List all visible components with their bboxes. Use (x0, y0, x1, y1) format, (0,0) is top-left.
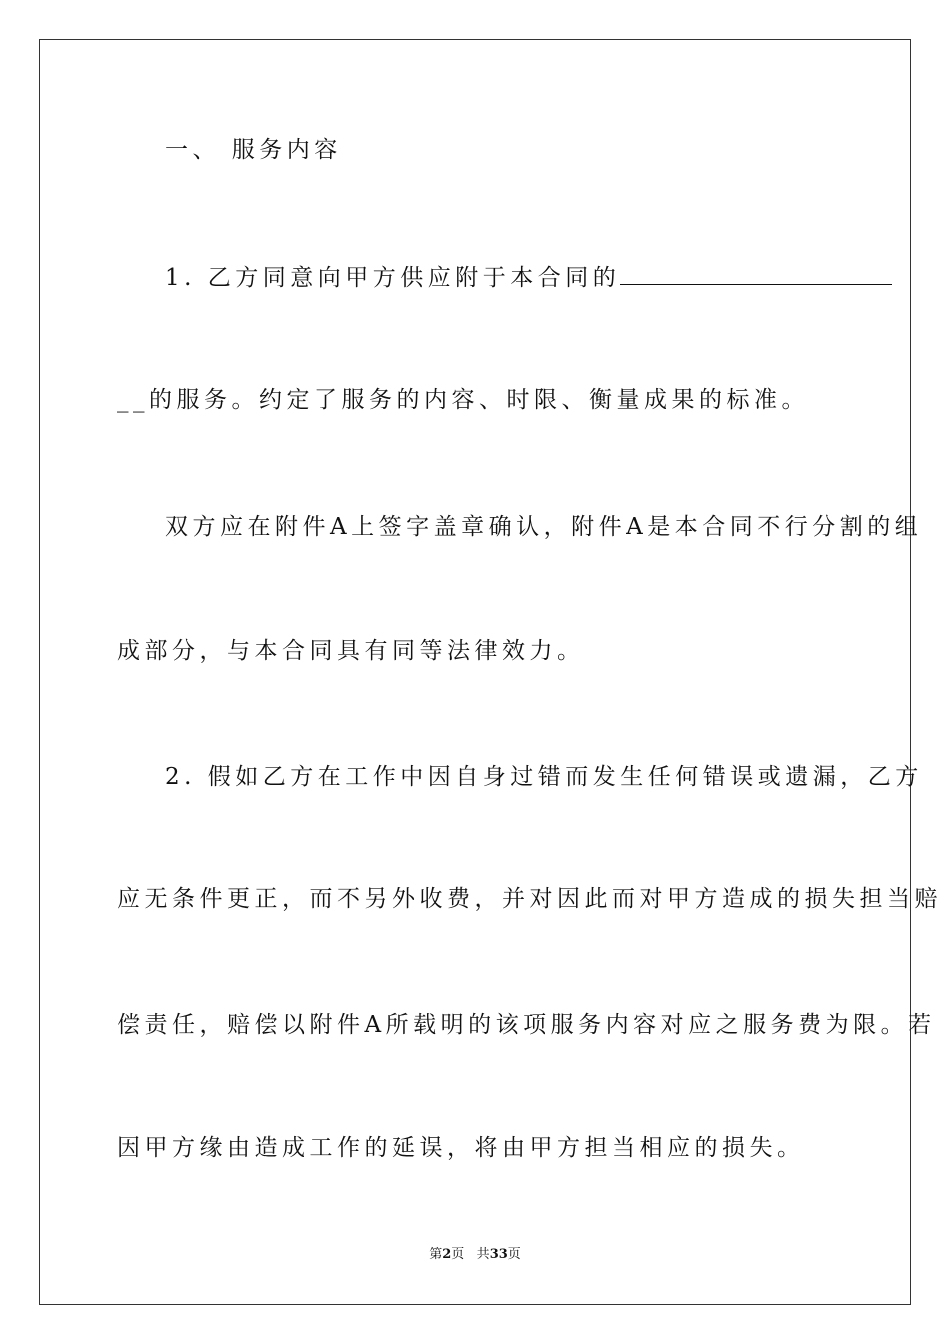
footer-total-suffix: 页 (507, 1247, 521, 1262)
section-heading: 一、 服务内容 (165, 137, 342, 163)
paragraph-3-line-2: 应无条件更正，而不另外收费，并对因此而对甲方造成的损失担当赔 (117, 886, 942, 912)
paragraph-2-line-2: 成部分，与本合同具有同等法律效力。 (117, 638, 585, 664)
footer-page-number: 2 (442, 1247, 452, 1262)
footer-total-prefix: 共 (476, 1247, 490, 1262)
paragraph-1-line-2: __的服务。约定了服务的内容、时限、衡量成果的标准。 (117, 387, 809, 413)
fill-in-blank (620, 262, 892, 285)
footer-page-prefix: 第 (429, 1247, 443, 1262)
paragraph-1-line-1-text: 1. 乙方同意向甲方供应附于本合同的 (165, 265, 621, 291)
footer-page-suffix: 页 (451, 1247, 465, 1262)
footer-total-pages: 33 (489, 1247, 508, 1262)
paragraph-3-line-4: 因甲方缘由造成工作的延误，将由甲方担当相应的损失。 (117, 1135, 805, 1161)
paragraph-1-line-1 (165, 262, 885, 293)
page-footer (0, 1247, 950, 1263)
page-border (39, 39, 942, 1305)
paragraph-3-line-1: 2. 假如乙方在工作中因自身过错而发生任何错误或遗漏，乙方 (165, 764, 923, 790)
paragraph-2-line-1: 双方应在附件A上签字盖章确认，附件A是本合同不行分割的组 (165, 514, 923, 540)
paragraph-3-line-3: 偿责任，赔偿以附件A所载明的该项服务内容对应之服务费为限。若 (117, 1012, 936, 1038)
